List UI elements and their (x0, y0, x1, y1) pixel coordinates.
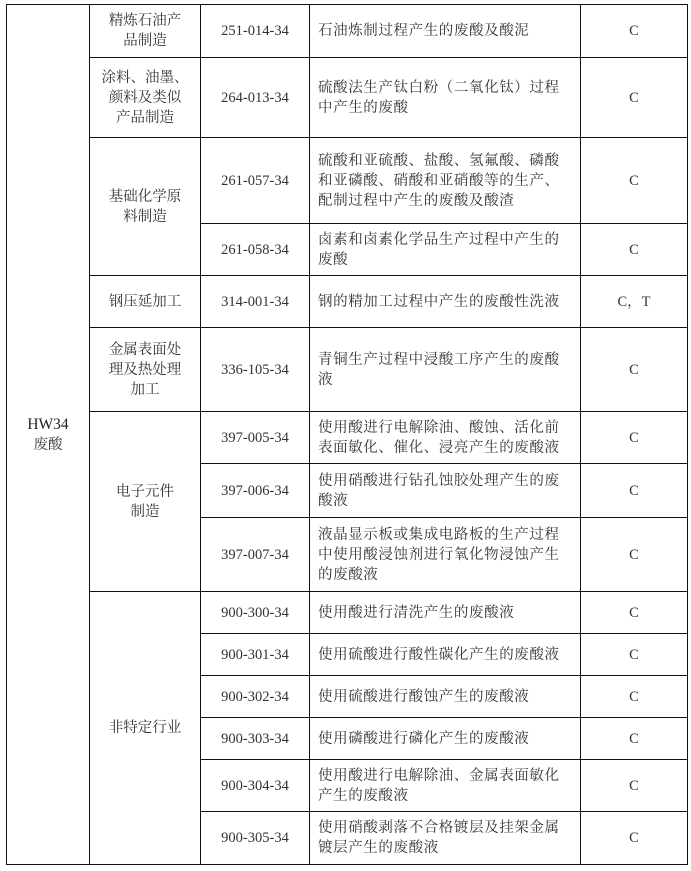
hazard-characteristic: C (581, 676, 688, 718)
table-row (7, 58, 688, 138)
waste-code: 900-303-34 (201, 718, 310, 760)
waste-description: 青铜生产过程中浸酸工序产生的废酸液 (310, 328, 581, 412)
hazard-characteristic: C，T (581, 276, 688, 328)
industry-line: 基础化学原 (108, 188, 182, 205)
industry-line: 制造 (130, 503, 160, 520)
waste-code: 900-304-34 (201, 760, 310, 812)
industry-cell (90, 5, 201, 58)
hazard-characteristic: C (581, 518, 688, 592)
hazardous-waste-table (6, 4, 688, 865)
industry-cell (90, 592, 201, 865)
industry-line: 产品制造 (116, 109, 174, 126)
waste-description: 使用酸进行清洗产生的废酸液 (310, 592, 581, 634)
waste-description: 使用酸进行电解除油、金属表面敏化产生的废酸液 (310, 760, 581, 812)
waste-code: 900-301-34 (201, 634, 310, 676)
table-row (7, 592, 688, 634)
hazard-characteristic: C (581, 464, 688, 518)
table-row (7, 328, 688, 412)
hazard-characteristic: C (581, 412, 688, 464)
waste-code: 336-105-34 (201, 328, 310, 412)
hazard-characteristic: C (581, 5, 688, 58)
industry-cell (90, 58, 201, 138)
table-row (7, 5, 688, 58)
hazard-characteristic: C (581, 760, 688, 812)
hazard-characteristic: C (581, 634, 688, 676)
hazard-characteristic: C (581, 58, 688, 138)
industry-line: 颜料及类似 (108, 89, 182, 106)
hazard-characteristic: C (581, 328, 688, 412)
industry-line: 金属表面处 (108, 341, 182, 358)
waste-description: 使用硝酸剥落不合格镀层及挂架金属镀层产生的废酸液 (310, 812, 581, 865)
industry-line: 钢压延加工 (108, 293, 182, 310)
waste-description: 使用硫酸进行酸性碳化产生的废酸液 (310, 634, 581, 676)
waste-code: 261-058-34 (201, 224, 310, 276)
waste-code: 900-300-34 (201, 592, 310, 634)
industry-cell (90, 276, 201, 328)
industry-cell (90, 138, 201, 276)
industry-line: 电子元件 (116, 483, 174, 500)
table-row (7, 412, 688, 464)
waste-code: 251-014-34 (201, 5, 310, 58)
waste-description: 使用酸进行电解除油、酸蚀、活化前表面敏化、催化、浸亮产生的废酸液 (310, 412, 581, 464)
hazard-characteristic: C (581, 138, 688, 224)
waste-code: 314-001-34 (201, 276, 310, 328)
waste-code: 900-302-34 (201, 676, 310, 718)
table-row (7, 276, 688, 328)
waste-code: 397-005-34 (201, 412, 310, 464)
waste-code: 261-057-34 (201, 138, 310, 224)
industry-line: 料制造 (123, 208, 167, 225)
industry-cell (90, 412, 201, 592)
waste-code: 397-007-34 (201, 518, 310, 592)
hazard-characteristic: C (581, 812, 688, 865)
industry-line: 理及热处理 (108, 361, 182, 378)
industry-line: 品制造 (123, 33, 167, 49)
waste-description: 钢的精加工过程中产生的废酸性洗液 (310, 276, 581, 328)
waste-category-code: HW34 (27, 415, 69, 433)
waste-description: 使用硝酸进行钻孔蚀胶处理产生的废酸液 (310, 464, 581, 518)
industry-line: 非特定行业 (108, 720, 182, 736)
industry-line: 精炼石油产 (108, 13, 182, 29)
waste-description: 卤素和卤素化学品生产过程中产生的废酸 (310, 224, 581, 276)
waste-description: 石油炼制过程产生的废酸及酸泥 (310, 5, 581, 58)
waste-description: 液晶显示板或集成电路板的生产过程中使用酸浸蚀剂进行氧化物浸蚀产生的废酸液 (310, 518, 581, 592)
waste-code: 397-006-34 (201, 464, 310, 518)
hazard-characteristic: C (581, 718, 688, 760)
waste-code: 900-305-34 (201, 812, 310, 865)
waste-description: 使用磷酸进行磷化产生的废酸液 (310, 718, 581, 760)
waste-code: 264-013-34 (201, 58, 310, 138)
hazard-characteristic: C (581, 592, 688, 634)
waste-description: 硫酸和亚硫酸、盐酸、氢氟酸、磷酸和亚磷酸、硝酸和亚硝酸等的生产、配制过程中产生的废酸及酸渣 (310, 138, 581, 224)
industry-line: 涂料、油墨、 (101, 69, 189, 86)
waste-category-name: 废酸 (33, 436, 63, 453)
waste-category-cell (7, 5, 90, 865)
industry-cell (90, 328, 201, 412)
hazard-characteristic: C (581, 224, 688, 276)
industry-line: 加工 (130, 381, 160, 398)
waste-description: 硫酸法生产钛白粉（二氧化钛）过程中产生的废酸 (310, 58, 581, 138)
waste-description: 使用硫酸进行酸蚀产生的废酸液 (310, 676, 581, 718)
table-row (7, 138, 688, 224)
